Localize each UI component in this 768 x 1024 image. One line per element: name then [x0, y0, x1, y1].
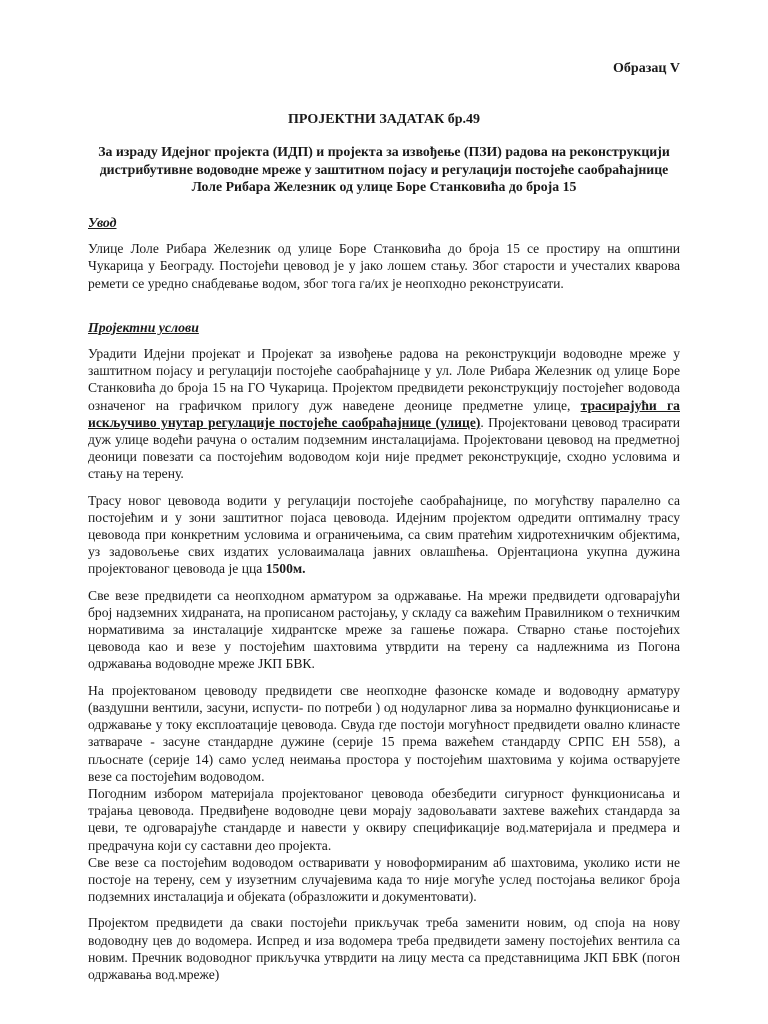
- intro-paragraph: Улице Лоле Рибара Железник од улице Боре Станковића до броја 15 се простиру на општини Чукарица у Београду. Постојећи цевовод је у јако лошем стању. Због старости и учесталих кварова ремети се уредно снабдевање водом, због тога га/их је неопходно реконструисати.: [88, 241, 680, 291]
- document-subtitle: За израду Идејног пројекта (ИДП) и пројекта за извођење (ПЗИ) радова на реконструкцији дистрибутивне водоводне мреже у заштитном појасу и регулацији постојеће саобраћајнице Лоле Рибара Железник од улице Боре Станковића до броја 15: [98, 144, 670, 194]
- document-title: ПРОЈЕКТНИ ЗАДАТАК бр.49: [287, 112, 481, 128]
- conditions-p1-emphasis: трасирајући га искључиво унутар регулације постојеће саобраћајнице (улице): [88, 397, 680, 430]
- conditions-paragraph-4: На пројектованом цевоводу предвидети све неопходне фазонске комаде и водоводну арматуру (ваздушни вентили, засуни, испусти- по потреби ) од нодуларног лива за нормално функционисање и одржавање у току експлоатације цевовода. Свуда где постоји могућност предвидети овално клинасте затвараче - засуне стандардне дужине (серије 15 према важећем стандарду СРПС ЕН 558), а пљоснате (серије 14) само услед неимања простора у постојећим шахтовима у којима остварујете везе са постојећим водоводом.: [88, 682, 680, 784]
- document-page: [88, 60, 680, 992]
- conditions-paragraph-1: [88, 345, 680, 483]
- conditions-heading: Пројектни услови: [88, 319, 199, 335]
- form-label: Образац V: [613, 61, 680, 76]
- conditions-p1-text-b: . Пројектовани цевовод трасирати дуж улице водећи рачуна о осталим подземним инсталацијама. Пројектовани цевовод на предметној деоници повезати са постојећим водоводом који није предмет реконструкције, сходно условима и стању на терену.: [88, 414, 680, 482]
- pipeline-length: 1500: [265, 561, 293, 577]
- conditions-paragraph-7: Пројектом предвидети да сваки постојећи прикључак треба заменити новим, од споја на нову водоводну цев до водомера. Испред и иза водомера треба предвидети замену постојећих вентила са новим. Пречник водоводног прикључка утврдити на лицу места са представницима ЈКП БВК (погон одржавања вод.мреже): [88, 915, 680, 982]
- conditions-p1-text-a: Урадити Идејни пројекат и Пројекат за извођење радова на реконструкцији водоводне мреже у заштитном појасу и регулацији постојеће саобраћајнице у ул. Лоле Рибара Железник од улице Боре Станковића до броја 15 на ГО Чукарица. Пројектом предвидети реконструкцију постојећег водовода означеног на графичком прилогу дуж наведене деонице предметне улице,: [88, 346, 680, 413]
- conditions-paragraph-2: [88, 492, 680, 578]
- conditions-paragraph-3: Све везе предвидети са неопходном арматуром за одржавање. На мрежи предвидети одговарајући број надземних хидраната, на прописаном растојању, у складу са важећим Правилником о техничким нормативима за инсталације хидрантске мреже за гашење пожара. Стварно стање постојећих цевовода као и везе у постојећим шахтовима утврдити на терену са надлежнима из Погона одржавања водоводне мреже ЈКП БВК.: [88, 587, 680, 672]
- conditions-paragraph-6: Све везе са постојећим водоводом остваривати у новоформираним аб шахтовима, уколико исти не постоје на терену, сем у изузетним случајевима када то није могуће услед постојања великог броја подземних инсталација и објеката (образложити и документовати).: [88, 854, 680, 905]
- conditions-paragraph-5: Погодним избором материјала пројектованог цевовода обезбедити сигурност функционисања и трајања цевовода. Предвиђене водоводне цеви морају задовољавати захтеве важећих стандарда за цеви, те одговарајуће стандарде и навести у оквиру спецификације вод.материјала и предмера и предрачуна који су саставни део пројекта.: [88, 785, 680, 853]
- conditions-p2-text: Трасу новог цевовода водити у регулацији постојеће саобраћајнице, по могућству паралелно са постојећим и у зони заштитног појаса цевовода. Идејним пројектом одредити оптималну трасу цевовода при конкретним условима и ограничењима, са свим пратећим хидротехничким објектима, уз задовољење свих издатих условаималаца јавних овлашћења. Орјентациона укупна дужина пројектованог цевовода је цца: [88, 492, 680, 577]
- intro-heading: Увод: [88, 215, 117, 231]
- pipeline-length-unit: м.: [292, 561, 306, 577]
